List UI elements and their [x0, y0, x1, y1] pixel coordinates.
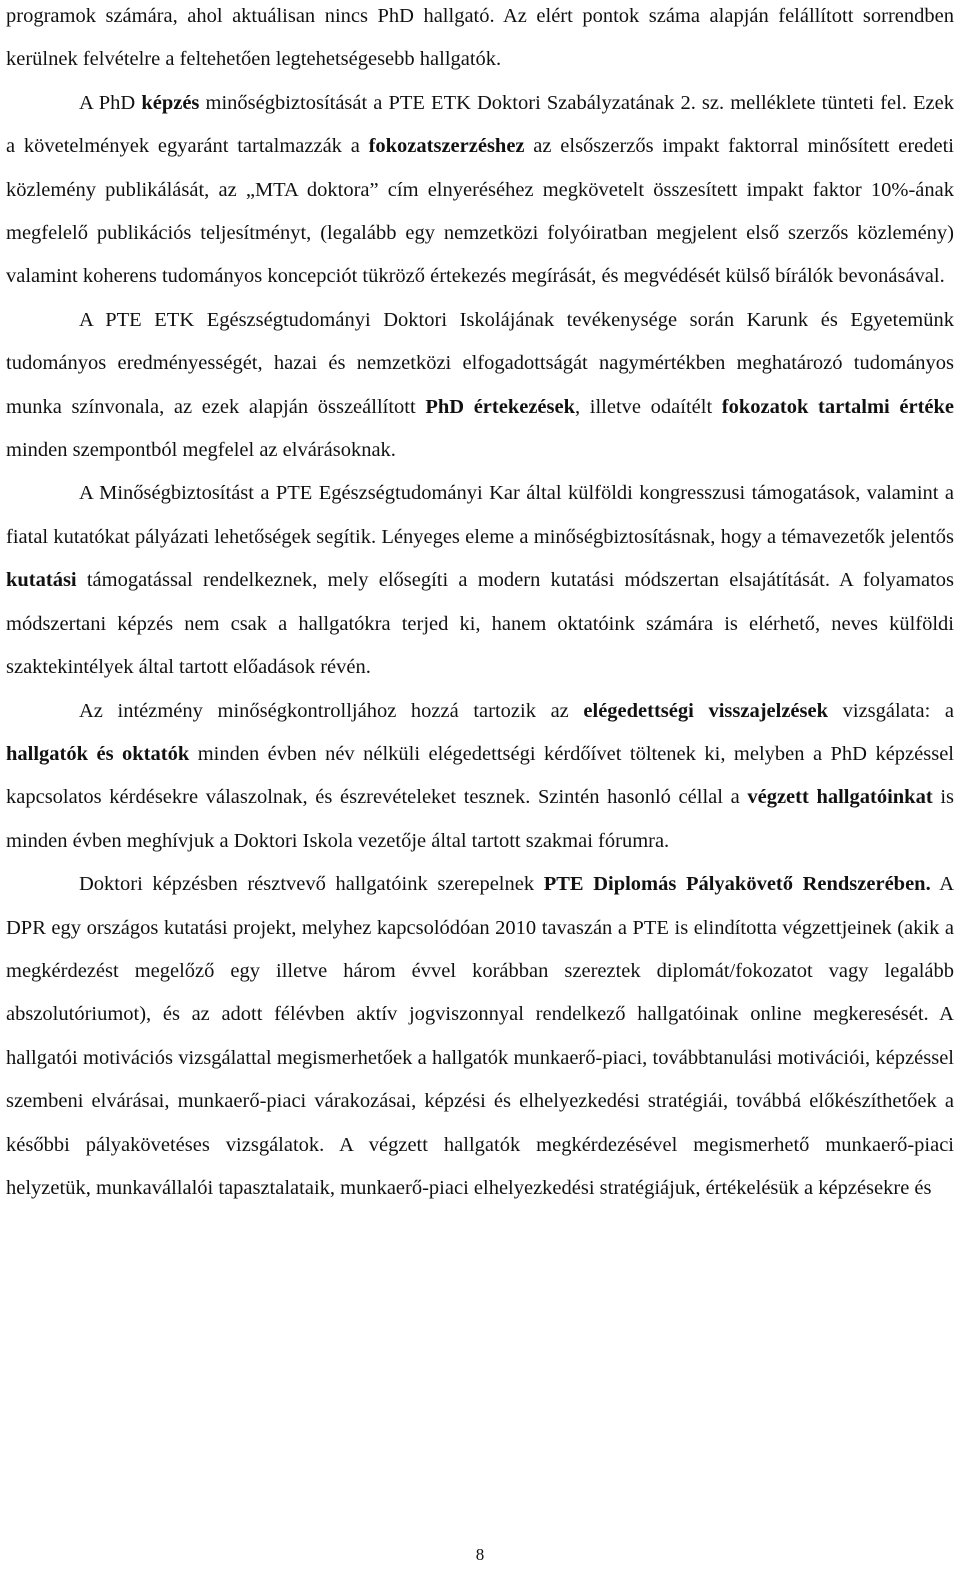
- text-segment: A PTE ETK Egészségtudományi Doktori Iskolájának tevékenysége során Karunk és Egyetemünk tudományos eredményességét, hazai és nemzetközi elfogadottságát nagymértékben meghatározó tudományos munka színvonala, az ezek alapján összeállított: [6, 308, 954, 418]
- text-segment: A PhD: [79, 91, 142, 114]
- paragraph: [6, 863, 954, 1210]
- text-segment: is minden évben meghívjuk a Doktori Iskola vezetője által tartott szakmai fórumra.: [6, 786, 954, 852]
- bold-text-segment: fokozatszerzéshez: [368, 135, 525, 158]
- text-segment: Az intézmény minőségkontrolljához hozzá tartozik az: [79, 699, 584, 722]
- text-segment: , illetve odaítélt: [575, 395, 722, 418]
- text-segment: támogatással rendelkeznek, mely elősegíti a modern kutatási módszertan elsajátítását. A folyamatos módszertani képzés nem csak a hallgatókra terjed ki, hanem oktatóink számára is elérhető, neves külföldi szaktekintélyek által tartott előadások révén.: [6, 569, 954, 679]
- bold-text-segment: fokozatok tartalmi értéke: [721, 395, 954, 418]
- paragraph: [6, 0, 954, 82]
- text-segment: programok számára, ahol aktuálisan nincs PhD hallgató. Az elért pontok száma alapján felállított sorrendben kerülnek felvételre a feltehetően legtehetségesebb hallgatók.: [6, 5, 954, 71]
- paragraph: [6, 82, 954, 299]
- page-number: 8: [475, 1545, 485, 1564]
- text-segment: A DPR egy országos kutatási projekt, melyhez kapcsolódóan 2010 tavaszán a PTE is elindította végzettjeinek (akik a megkérdezést megelőző egy illetve három évvel korábban szereztek diplomát/fokozatot vagy legalább abszolutóriumot), és az adott félévben aktív jogviszonnyal rendelkező hallgatóinak online megkeresését. A hallgatói motivációs vizsgálattal megismerhetőek a hallgatók munkaerő-piaci, továbbtanulási motivációi, képzéssel szembeni elvárásai, munkaerő-piaci várakozásai, képzési és elhelyezkedési stratégiái, továbbá előkészíthetőek a későbbi pályakövetéses vizsgálatok. A végzett hallgatók megkérdezésével megismerhető munkaerő-piaci helyzetük, munkavállalói tapasztalataik, munkaerő-piaci elhelyezkedési stratégiájuk, értékelésük a képzésekre és: [6, 873, 954, 1199]
- text-segment: az elsőszerzős impakt faktorral minősített eredeti közlemény publikálását, az „MTA doktora” cím elnyeréséhez megkövetelt összesített impakt faktor 10%-ának megfelelő publikációs teljesítményt, (legalább egy nemzetközi folyóiratban megjelent első szerzős közlemény) valamint koherens tudományos koncepciót tükröző értekezés megírását, és megvédését külső bírálók bevonásával.: [6, 135, 954, 288]
- document-body: [6, 0, 954, 1210]
- bold-text-segment: PhD értekezések: [425, 395, 576, 418]
- bold-text-segment: PTE Diplomás Pályakövető Rendszerében.: [543, 873, 931, 896]
- bold-text-segment: végzett hallgatóinkat: [747, 786, 933, 809]
- text-segment: minden évben név nélküli elégedettségi kérdőívet töltenek ki, melyben a PhD képzéssel kapcsolatos kérdésekre válaszolnak, és észrevételeket tesznek. Szintén hasonló céllal a: [6, 742, 954, 809]
- paragraph: [6, 299, 954, 473]
- bold-text-segment: kutatási: [6, 569, 77, 592]
- paragraph: [6, 690, 954, 864]
- text-segment: Doktori képzésben résztvevő hallgatóink szerepelnek: [79, 873, 544, 896]
- text-segment: vizsgálata: a: [828, 699, 954, 722]
- bold-text-segment: hallgatók és oktatók: [6, 742, 190, 765]
- bold-text-segment: képzés: [141, 91, 200, 114]
- text-segment: A Minőségbiztosítást a PTE Egészségtudományi Kar által külföldi kongresszusi támogatások, valamint a fiatal kutatókat pályázati lehetőségek segítik. Lényeges eleme a minőségbiztosításnak, hogy a témavezetők jelentős: [6, 482, 954, 548]
- text-segment: minden szempontból megfelel az elvárásoknak.: [6, 439, 396, 462]
- paragraph: [6, 472, 954, 689]
- bold-text-segment: elégedettségi visszajelzések: [583, 699, 828, 722]
- text-segment: minőségbiztosítását a PTE ETK Doktori Szabályzatának 2. sz. melléklete tünteti fel. Ezek a követelmények egyaránt tartalmazzák a: [6, 91, 954, 158]
